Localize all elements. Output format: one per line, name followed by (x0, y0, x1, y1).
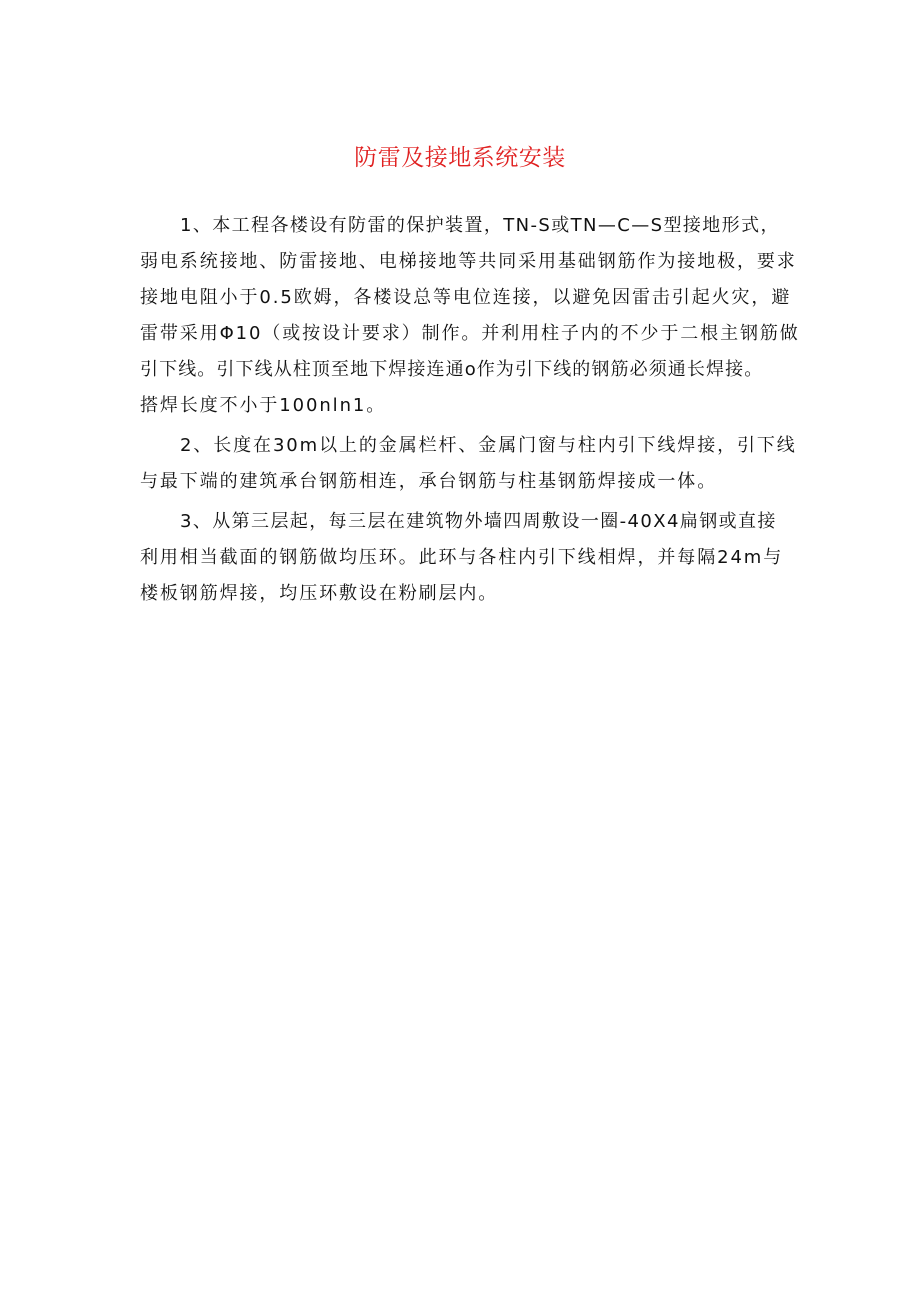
text-line: 搭焊长度不小于100nln1。 (140, 395, 387, 416)
paragraph-1 (140, 208, 812, 424)
document-title: 防雷及接地系统安装 (354, 145, 566, 171)
document-body (140, 208, 812, 616)
text-line: 3、从第三层起，每三层在建筑物外墙四周敷设一圈-40X4扁钢或直接 (180, 511, 777, 532)
paragraph-3 (140, 504, 812, 612)
text-line: 与最下端的建筑承台钢筋相连，承台钢筋与柱基钢筋焊接成一体。 (140, 471, 718, 492)
text-line: 引下线。引下线从柱顶至地下焊接连通o作为引下线的钢筋必须通长焊接。 (140, 359, 764, 380)
text-line: 接地电阻小于0.5欧姆，各楼设总等电位连接，以避免因雷击引起火灾，避 (140, 287, 792, 308)
text-line: 弱电系统接地、防雷接地、电梯接地等共同采用基础钢筋作为接地极，要求 (140, 251, 797, 272)
paragraph-2 (140, 428, 812, 500)
text-line: 1、本工程各楼设有防雷的保护装置，TN-S或TN—C—S型接地形式， (180, 215, 780, 236)
text-line: 楼板钢筋焊接，均压环敷设在粉刷层内。 (140, 583, 499, 604)
text-line: 雷带采用Φ10（或按设计要求）制作。并利用柱子内的不少于二根主钢筋做 (140, 323, 800, 344)
text-line: 利用相当截面的钢筋做均压环。此环与各柱内引下线相焊，并每隔24m与 (140, 547, 784, 568)
text-line: 2、长度在30m以上的金属栏杆、金属门窗与柱内引下线焊接，引下线 (180, 435, 797, 456)
